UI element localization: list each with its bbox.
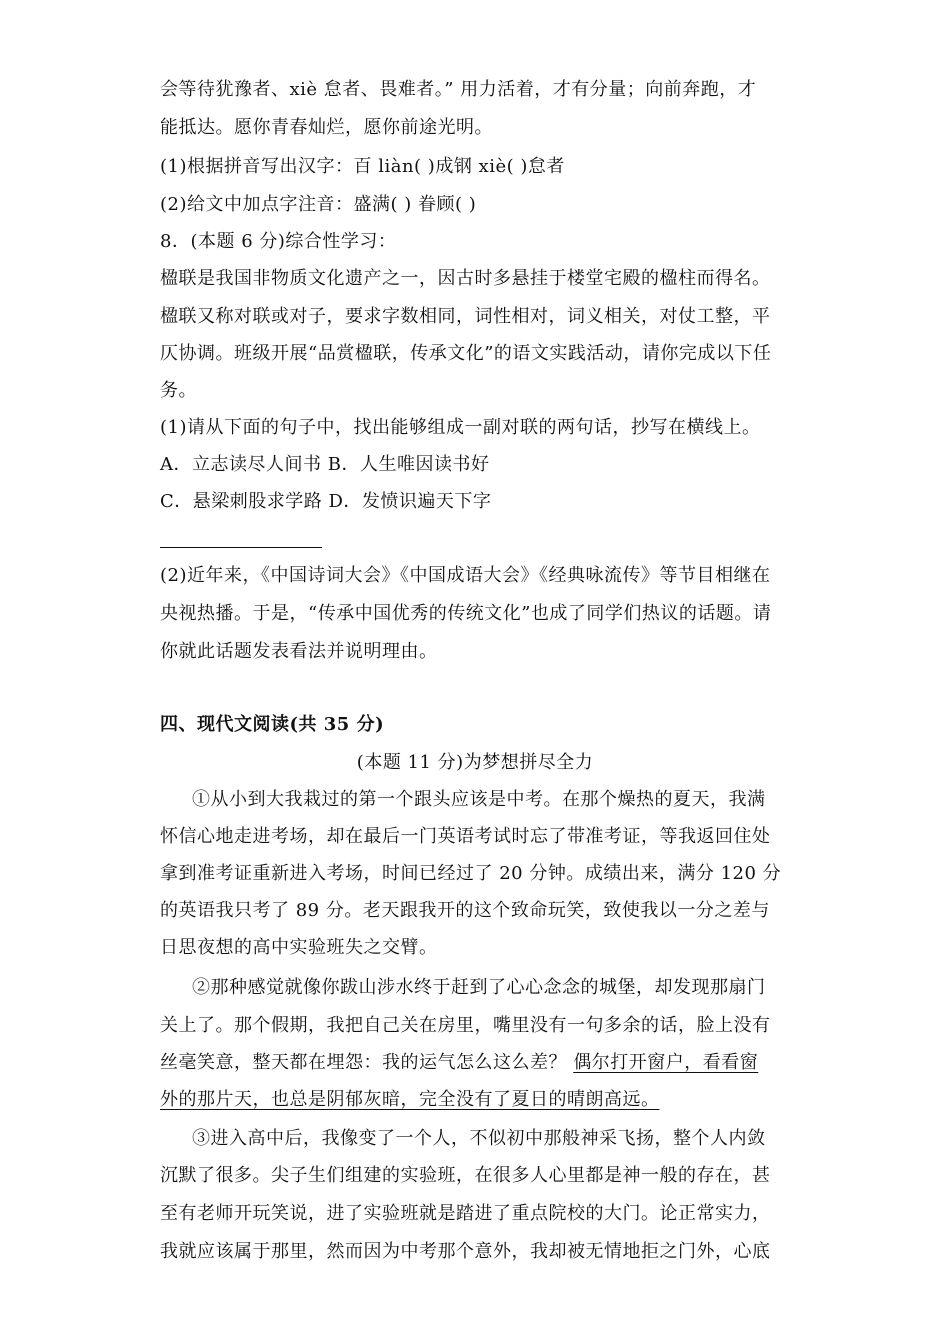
- text-line: 会等待犹豫者、xiè 怠者、畏难者。” 用力活着，才有分量；向前奔跑，才: [160, 79, 757, 100]
- option-row: A．立志读尽人间书 B．人生唯因读书好: [160, 454, 490, 475]
- text-line: 务。: [160, 380, 197, 401]
- text-line: 楹联又称对联或对子，要求字数相同，词性相对，词义相关，对仗工整，平: [160, 306, 771, 327]
- paragraph-1-line: ①从小到大我栽过的第一个跟头应该是中考。在那个燥热的夏天，我满: [192, 789, 766, 810]
- underlined-sentence: 外的那片天，也总是阴郁灰暗，完全没有了夏日的晴朗高远。: [160, 1089, 660, 1110]
- paragraph-1-line: 拿到准考证重新进入考场，时间已经过了 20 分钟。成绩出来，满分 120 分: [160, 863, 782, 884]
- question-7-2: (2)给文中加点字注音：盛满( ) 眷顾( ): [160, 194, 477, 215]
- paragraph-2-line: ②那种感觉就像你跋山涉水终于赶到了心心念念的城堡，却发现那扇门: [192, 977, 766, 998]
- paragraph-1-line: 日思夜想的高中实验班失之交臂。: [160, 937, 438, 958]
- paragraph-2-line: 关上了。那个假期，我把自己关在房里，嘴里没有一句多余的话，脸上没有: [160, 1015, 771, 1036]
- text-line: 央视热播。于是，“传承中国优秀的传统文化”也成了同学们热议的话题。请: [160, 603, 772, 624]
- text-line: 你就此话题发表看法并说明理由。: [160, 641, 438, 662]
- paragraph-3-line: 至有老师开玩笑说，进了实验班就是踏进了重点院校的大门。论正常实力，: [160, 1203, 771, 1224]
- question-8-2: (2)近年来，《中国诗词大会》《中国成语大会》《经典咏流传》等节目相继在: [160, 565, 771, 586]
- underlined-sentence: 偶尔打开窗户，看看窗: [573, 1052, 759, 1073]
- text-line: 楹联是我国非物质文化遗产之一，因古时多悬挂于楼堂宅殿的楹柱而得名。: [160, 268, 771, 289]
- text-line: 仄协调。班级开展“品赏楹联，传承文化”的语文实践活动，请你完成以下任: [160, 343, 772, 364]
- text-line: 能抵达。愿你青春灿烂，愿你前途光明。: [160, 117, 493, 138]
- answer-line[interactable]: [160, 547, 322, 548]
- paragraph-1-line: 怀信心地走进考场，却在最后一门英语考试时忘了带准考证，等我返回住处: [160, 826, 771, 847]
- paragraph-1-line: 的英语我只考了 89 分。老天跟我开的这个致命玩笑，致使我以一分之差与: [160, 900, 770, 921]
- paragraph-3-line: 沉默了很多。尖子生们组建的实验班，在很多人心里都是神一般的存在，甚: [160, 1165, 771, 1186]
- plain-text: 丝毫笑意，整天都在埋怨：我的运气怎么这么差？: [160, 1052, 574, 1073]
- essay-title: (本题 11 分)为梦想拼尽全力: [356, 752, 594, 773]
- section-heading: 四、现代文阅读(共 35 分): [160, 714, 385, 735]
- question-8-1: (1)请从下面的句子中，找出能够组成一副对联的两句话，抄写在横线上。: [160, 417, 761, 438]
- paragraph-2-line: [160, 1051, 758, 1075]
- paragraph-3-line: ③进入高中后，我像变了一个人，不似初中那般神采飞扬，整个人内敛: [192, 1128, 766, 1149]
- question-7-1: (1)根据拼音写出汉字：百 liàn( )成钢 xiè( )怠者: [160, 156, 565, 177]
- question-8-heading: 8．(本题 6 分)综合性学习：: [160, 231, 397, 252]
- paragraph-3-line: 我就应该属于那里，然而因为中考那个意外，我却被无情地拒之门外，心底: [160, 1241, 771, 1262]
- option-row: C．悬梁刺股求学路 D．发愤识遍天下字: [160, 491, 492, 512]
